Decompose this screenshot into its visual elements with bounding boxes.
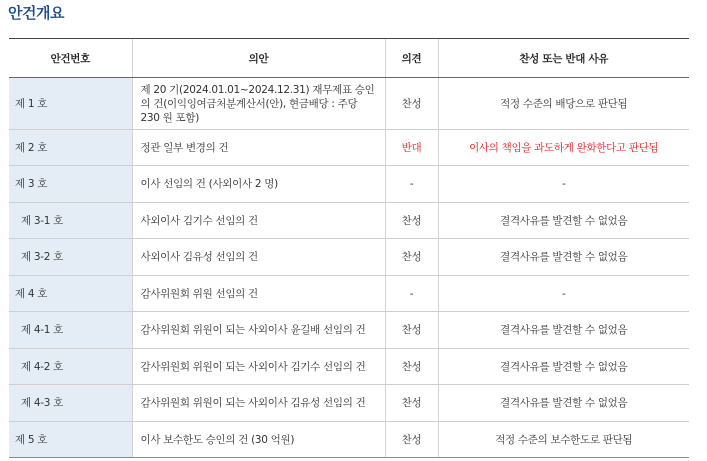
agenda-reason: 결격사유를 발견할 수 없었음 — [438, 312, 689, 349]
table-row — [9, 349, 689, 385]
agenda-reason: 결격사유를 발견할 수 없었음 — [438, 349, 689, 385]
table-row — [9, 276, 689, 312]
agenda-opinion: - — [385, 276, 438, 312]
agenda-number: 제 1 호 — [9, 78, 132, 130]
table-row — [9, 203, 689, 239]
agenda-number: 제 3-1 호 — [9, 203, 132, 239]
agenda-reason: - — [438, 166, 689, 203]
header-agenda: 의안 — [132, 39, 385, 78]
table-row — [9, 166, 689, 203]
agenda-number: 제 4-1 호 — [9, 312, 132, 349]
table-row — [9, 239, 689, 276]
header-opinion: 의견 — [385, 39, 438, 78]
table-row — [9, 78, 689, 130]
agenda-title: 감사위원회 위원 선임의 건 — [132, 276, 385, 312]
table-row — [9, 422, 689, 458]
agenda-number: 제 3-2 호 — [9, 239, 132, 276]
agenda-number: 제 3 호 — [9, 166, 132, 203]
agenda-number: 제 4-2 호 — [9, 349, 132, 385]
agenda-reason: 결격사유를 발견할 수 없었음 — [438, 203, 689, 239]
agenda-reason: 결격사유를 발견할 수 없었음 — [438, 239, 689, 276]
table-row — [9, 385, 689, 422]
agenda-title: 사외이사 김유성 선임의 건 — [132, 239, 385, 276]
agenda-reason: 적정 수준의 보수한도로 판단됨 — [438, 422, 689, 458]
agenda-number: 제 5 호 — [9, 422, 132, 458]
agenda-opinion: 찬성 — [385, 385, 438, 422]
agenda-title: 제 20 기(2024.01.01~2024.12.31) 재무제표 승인의 건(이익잉여금처분계산서(안), 현금배당 : 주당 230 원 포함) — [132, 78, 385, 130]
agenda-reason: 결격사유를 발견할 수 없었음 — [438, 385, 689, 422]
table-row — [9, 130, 689, 166]
header-reason: 찬성 또는 반대 사유 — [438, 39, 689, 78]
table-header-row — [9, 39, 689, 78]
agenda-opinion: - — [385, 166, 438, 203]
agenda-title: 이사 선임의 건 (사외이사 2 명) — [132, 166, 385, 203]
agenda-table — [9, 38, 689, 458]
agenda-opinion: 찬성 — [385, 422, 438, 458]
agenda-number: 제 4 호 — [9, 276, 132, 312]
agenda-opinion: 찬성 — [385, 78, 438, 130]
agenda-opinion: 찬성 — [385, 312, 438, 349]
agenda-opinion: 반대 — [385, 130, 438, 166]
agenda-opinion: 찬성 — [385, 349, 438, 385]
agenda-number: 제 4-3 호 — [9, 385, 132, 422]
agenda-reason: - — [438, 276, 689, 312]
agenda-title: 이사 보수한도 승인의 건 (30 억원) — [132, 422, 385, 458]
table-row — [9, 312, 689, 349]
agenda-opinion: 찬성 — [385, 239, 438, 276]
agenda-reason: 이사의 책임을 과도하게 완화한다고 판단됨 — [438, 130, 689, 166]
section-title: 안건개요 — [8, 4, 64, 22]
agenda-title: 정관 일부 변경의 건 — [132, 130, 385, 166]
agenda-opinion: 찬성 — [385, 203, 438, 239]
agenda-title: 감사위원회 위원이 되는 사외이사 김기수 선임의 건 — [132, 349, 385, 385]
agenda-title: 사외이사 김기수 선임의 건 — [132, 203, 385, 239]
agenda-reason: 적정 수준의 배당으로 판단됨 — [438, 78, 689, 130]
agenda-title: 감사위원회 위원이 되는 사외이사 김유성 선임의 건 — [132, 385, 385, 422]
header-number: 안건번호 — [9, 39, 132, 78]
agenda-title: 감사위원회 위원이 되는 사외이사 윤길배 선임의 건 — [132, 312, 385, 349]
agenda-number: 제 2 호 — [9, 130, 132, 166]
